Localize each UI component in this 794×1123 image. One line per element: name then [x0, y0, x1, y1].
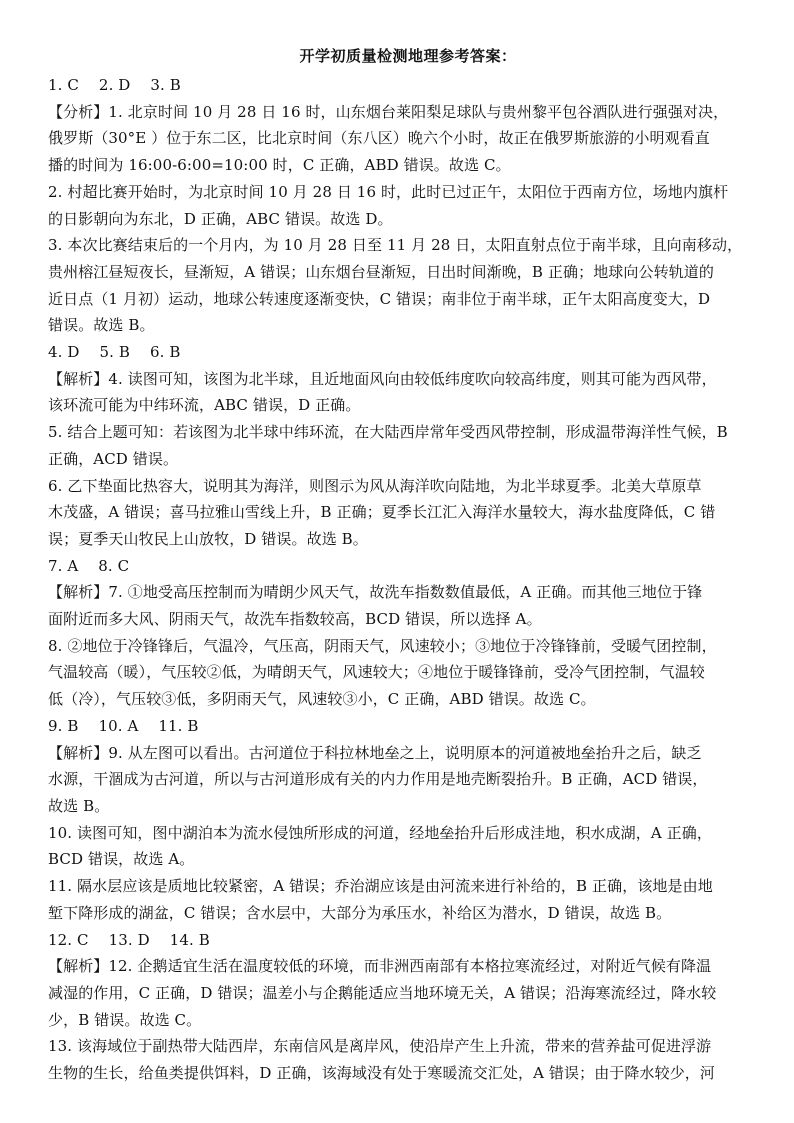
answer-summary-line: 4. D 5. B 6. B	[48, 343, 181, 362]
text-line: 【解析】7. ①地受高压控制而为晴朗少风天气，故洗车指数数值最低，A 正确。而其他三地位于锋	[48, 583, 703, 602]
text-line: 【解析】9. 从左图可以看出。古河道位于科拉林地垒之上，说明原本的河道被地垒抬升之后，缺乏	[48, 743, 702, 762]
text-line: BCD 错误，故选 A。	[48, 850, 195, 869]
text-line: 堑下降形成的湖盆，C 错误；含水层中，大部分为承压水，补给区为潜水，D 错误，故选 B。	[48, 903, 672, 922]
text-line: 的日影朝向为东北，D 正确，ABC 错误。故选 D。	[48, 209, 393, 228]
text-line: 水源，干涸成为古河道，所以与古河道形成有关的内力作用是地壳断裂抬升。B 正确，ACD 错误，	[48, 770, 708, 789]
text-line: 6. 乙下垫面比热容大，说明其为海洋，则图示为风从海洋吹向陆地，为北半球夏季。北美大草原草	[48, 476, 702, 495]
text-line: 低（冷），气压较③低，多阴雨天气，风速较③小，C 正确，ABD 错误。故选 C。	[48, 690, 596, 709]
text-line: 面附近而多大风、阴雨天气，故洗车指数较高，BCD 错误，所以选择 A。	[48, 610, 542, 629]
text-line: 气温较高（暖），气压较②低，为晴朗天气，风速较大；④地位于暖锋锋前，受冷气团控制，气温较	[48, 663, 705, 682]
text-line: 【解析】4. 读图可知，该图为北半球，且近地面风向由较低纬度吹向较高纬度，则其可能为西风带，	[48, 369, 717, 388]
page-title: 开学初质量检测地理参考答案：	[299, 47, 517, 65]
text-line: 【分析】1. 北京时间 10 月 28 日 16 时，山东烟台莱阳梨足球队与贵州黎平包谷酒队进行强强对决，	[48, 102, 729, 121]
answer-summary-line: 1. C 2. D 3. B	[48, 76, 181, 94]
text-line: 俄罗斯（30°E ）位于东二区，比北京时间（东八区）晚六个小时，故正在俄罗斯旅游的小明观看直	[48, 129, 710, 148]
text-line: 2. 村超比赛开始时，为北京时间 10 月 28 日 16 时，此时已过正午，太阳位于西南方位，场地内旗杆	[48, 182, 729, 201]
text-line: 故选 B。	[48, 796, 110, 815]
text-line: 3. 本次比赛结束后的一个月内，为 10 月 28 日至 11 月 28 日，太阳直射点位于南半球，且向南移动，	[48, 236, 743, 255]
text-line: 10. 读图可知，图中湖泊本为流水侵蚀所形成的河道，经地垒抬升后形成洼地，积水成湖，A 正确，	[48, 823, 712, 842]
answer-summary-line: 9. B 10. A 11. B	[48, 716, 199, 735]
answer-summary-line: 7. A 8. C	[48, 556, 130, 575]
text-line: 近日点（1 月初）运动，地球公转速度逐渐变快，C 错误；南非位于南半球，正午太阳高度变大，D	[48, 289, 711, 308]
answer-body	[48, 72, 768, 1087]
text-line: 11. 隔水层应该是质地比较紧密，A 错误；乔治湖应该是由河流来进行补给的，B 正确，该地是由地	[48, 877, 713, 896]
text-line: 13. 该海域位于副热带大陆西岸，东南信风是离岸风，使沿岸产生上升流，带来的营养盐可促进浮游	[48, 1037, 712, 1056]
text-line: 减湿的作用，C 正确，D 错误；温差小与企鹅能适应当地环境无关，A 错误；沿海寒流经过，降水较	[48, 983, 717, 1002]
text-line: 正确，ACD 错误。	[48, 449, 179, 468]
text-line: 播的时间为 16:00-6:00=10:00 时，C 正确，ABD 错误。故选 C。	[48, 156, 511, 175]
text-line: 贵州榕江昼短夜长，昼渐短，A 错误；山东烟台昼渐短，日出时间渐晚，B 正确；地球向公转轨道的	[48, 262, 714, 281]
text-line: 8. ②地位于冷锋锋后，气温冷，气压高，阴雨天气，风速较小；③地位于冷锋锋前，受暖气团控制，	[48, 636, 717, 655]
answer-summary-line: 12. C 13. D 14. B	[48, 930, 210, 949]
text-line: 【解析】12. 企鹅适宜生活在温度较低的环境，而非洲西南部有本格拉寒流经过，对附近气候有降温	[48, 957, 712, 976]
text-line: 少，B 错误。故选 C。	[48, 1010, 202, 1029]
text-line: 错误。故选 B。	[48, 316, 155, 335]
text-line: 该环流可能为中纬环流，ABC 错误，D 正确。	[48, 396, 361, 415]
text-line: 木茂盛，A 错误；喜马拉雅山雪线上升，B 正确；夏季长江汇入海洋水量较大，海水盐度降低，C 错	[48, 503, 716, 522]
text-line: 5. 结合上题可知：若该图为北半球中纬环流，在大陆西岸常年受西风带控制，形成温带海洋性气候，B	[48, 423, 728, 442]
text-line: 生物的生长，给鱼类提供饵料，D 正确，该海域没有处于寒暖流交汇处，A 错误；由于降水较少，河	[48, 1064, 715, 1083]
text-line: 误；夏季天山牧民上山放牧，D 错误。故选 B。	[48, 529, 368, 548]
